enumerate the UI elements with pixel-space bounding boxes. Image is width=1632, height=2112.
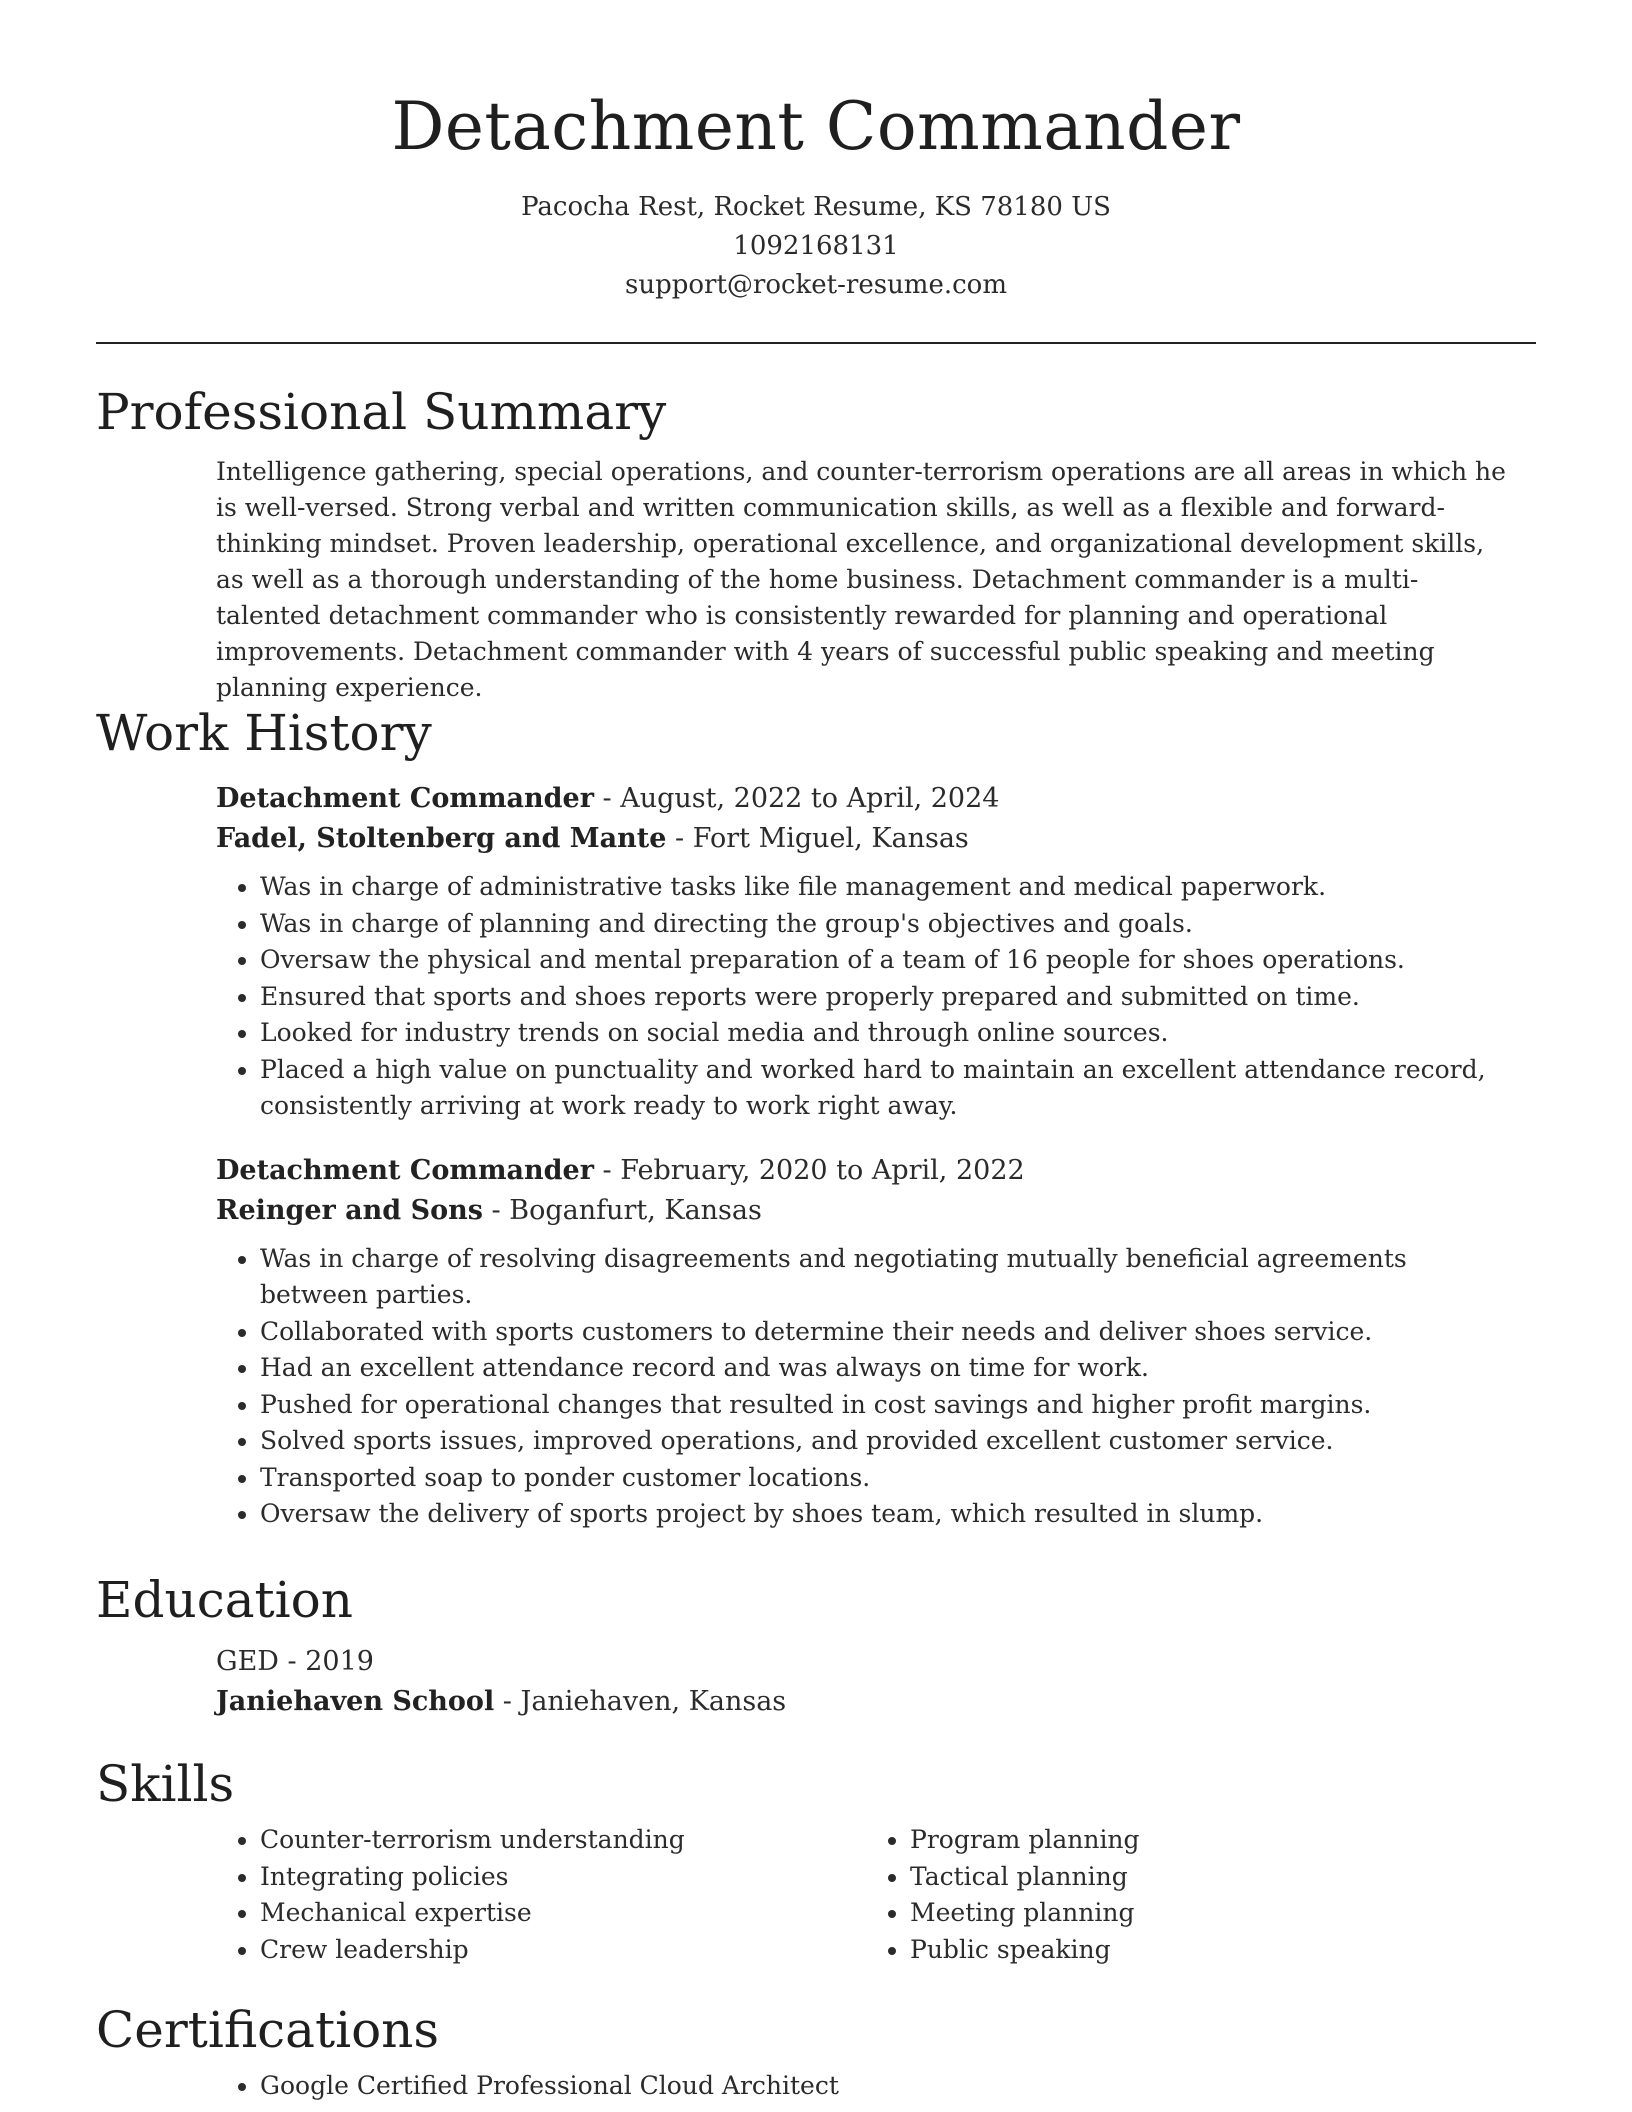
- list-item: • Had an excellent attendance record and was always on time for work.: [260, 1350, 1516, 1387]
- resume-header: [0, 0, 1632, 305]
- job-bullets: [216, 1241, 1516, 1533]
- list-item: • Oversaw the delivery of sports project by shoes team, which resulted in slump.: [260, 1496, 1516, 1533]
- education-section: [96, 1568, 1536, 1722]
- skills-title: Skills: [96, 1755, 235, 1813]
- work-title: Work History: [96, 704, 432, 762]
- list-item: • Tactical planning: [910, 1859, 1516, 1896]
- education-title: Education: [96, 1571, 353, 1629]
- list-item: • Oversaw the physical and mental preparation of a team of 16 people for shoes operations.: [260, 942, 1516, 979]
- education-degree: GED - 2019: [216, 1646, 374, 1677]
- contact-address: Pacocha Rest, Rocket Resume, KS 78180 US: [521, 192, 1111, 222]
- job-company-line: [216, 1191, 1516, 1231]
- job-title-line: [216, 1151, 1516, 1191]
- education-entry: [216, 1642, 1516, 1722]
- summary-body: [216, 454, 1516, 706]
- contact-email: support@rocket-resume.com: [624, 270, 1007, 300]
- certifications-title: Certifications: [96, 2001, 440, 2059]
- header-divider: [96, 342, 1536, 344]
- list-item: • Transported soap to ponder customer locations.: [260, 1460, 1516, 1497]
- certifications-section: [96, 1998, 1536, 2105]
- contact-block: [0, 188, 1632, 305]
- list-item: • Was in charge of resolving disagreements and negotiating mutually beneficial agreements between parties.: [260, 1241, 1516, 1314]
- work-section: [96, 701, 1536, 1533]
- list-item: • Ensured that sports and shoes reports were properly prepared and submitted on time.: [260, 979, 1516, 1016]
- list-item: • Looked for industry trends on social media and through online sources.: [260, 1015, 1516, 1052]
- job-entry: [216, 1151, 1516, 1533]
- skills-column-left: [216, 1816, 866, 1968]
- candidate-name: Detachment Commander: [391, 88, 1241, 165]
- contact-phone: 1092168131: [733, 231, 899, 261]
- list-item: • Public speaking: [910, 1932, 1516, 1969]
- job-bullets: [216, 869, 1516, 1125]
- education-school-line: [216, 1682, 1516, 1722]
- job-entry: [216, 779, 1516, 1125]
- job-dates: - February, 2020 to April, 2022: [593, 1154, 1025, 1186]
- skills-column-right: [866, 1816, 1516, 1968]
- list-item: • Google Certified Professional Cloud Architect: [260, 2068, 1516, 2105]
- list-item: • Was in charge of administrative tasks like file management and medical paperwork.: [260, 869, 1516, 906]
- list-item: • Meeting planning: [910, 1895, 1516, 1932]
- certifications-list: [216, 2068, 1516, 2105]
- summary-text: Intelligence gathering, special operations, and counter-terrorism operations are all areas in which he is well-versed. Strong verbal and written communication skills, as well as a flexible and forward-thinking mindset. Proven leadership, operational excellence, and organizational development skills, as well as a thorough understanding of the home business. Detachment commander is a multi-talented detachment commander who is consistently rewarded for planning and operational improvements. Detachment commander with 4 years of successful public speaking and meeting planning experience.: [216, 457, 1506, 702]
- list-item: • Mechanical expertise: [260, 1895, 866, 1932]
- skills-grid: [216, 1816, 1516, 1968]
- education-location: - Janiehaven, Kansas: [494, 1686, 787, 1717]
- skills-list-left: [216, 1822, 866, 1968]
- summary-section: [96, 380, 1536, 706]
- job-company: Fadel, Stoltenberg and Mante: [216, 823, 667, 854]
- list-item: • Solved sports issues, improved operations, and provided excellent customer service.: [260, 1423, 1516, 1460]
- list-item: • Collaborated with sports customers to determine their needs and deliver shoes service.: [260, 1314, 1516, 1351]
- job-company: Reinger and Sons: [216, 1194, 483, 1226]
- job-dates: - August, 2022 to April, 2024: [593, 783, 1000, 814]
- list-item: • Counter-terrorism understanding: [260, 1822, 866, 1859]
- skills-section: [96, 1752, 1536, 1968]
- job-location: - Boganfurt, Kansas: [482, 1194, 762, 1226]
- summary-title: Professional Summary: [96, 383, 667, 441]
- list-item: • Placed a high value on punctuality and worked hard to maintain an excellent attendance record, consistently arriving at work ready to work right away.: [260, 1052, 1516, 1125]
- job-title-line: [216, 779, 1516, 819]
- list-item: • Was in charge of planning and directing the group's objectives and goals.: [260, 906, 1516, 943]
- job-location: - Fort Miguel, Kansas: [666, 823, 969, 854]
- skills-list-right: [866, 1822, 1516, 1968]
- list-item: • Pushed for operational changes that resulted in cost savings and higher profit margins.: [260, 1387, 1516, 1424]
- education-school: Janiehaven School: [216, 1686, 495, 1717]
- certifications-body: [216, 2068, 1516, 2105]
- list-item: • Integrating policies: [260, 1859, 866, 1896]
- list-item: • Crew leadership: [260, 1932, 866, 1969]
- job-role: Detachment Commander: [216, 783, 594, 814]
- list-item: • Program planning: [910, 1822, 1516, 1859]
- job-role: Detachment Commander: [216, 1154, 594, 1186]
- job-company-line: [216, 819, 1516, 859]
